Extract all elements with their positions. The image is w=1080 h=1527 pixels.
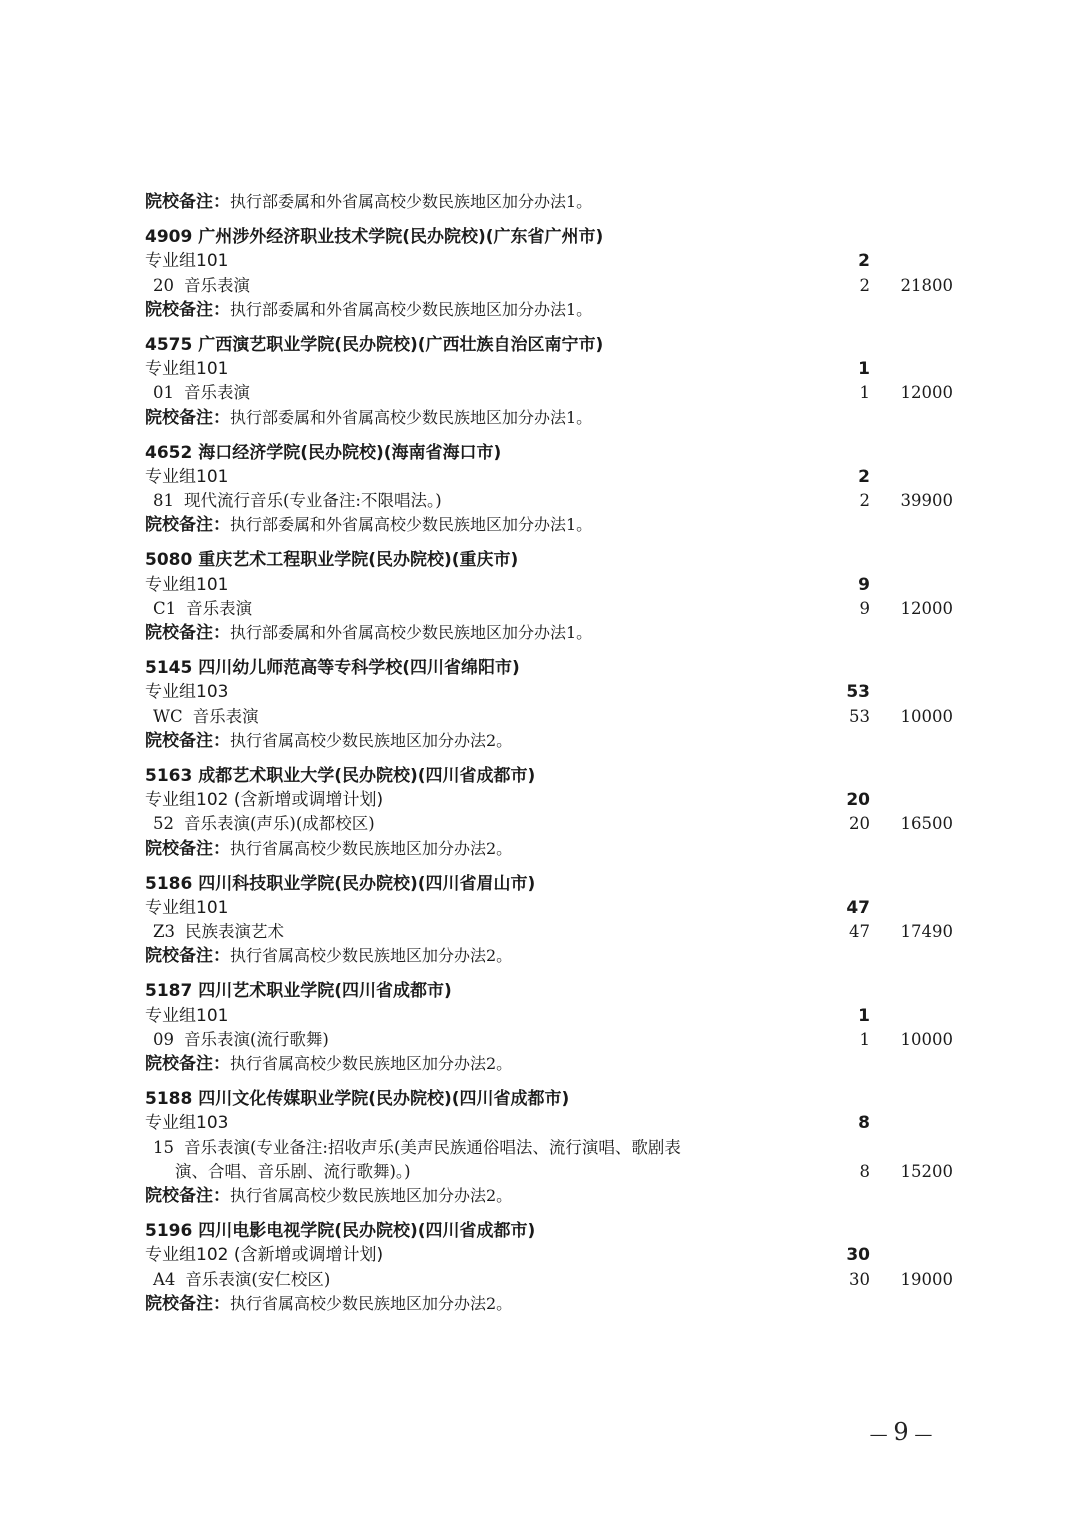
page-number: — 9 — [869, 1418, 933, 1446]
school-note [145, 1052, 975, 1076]
note-label: 院校备注： [145, 838, 230, 859]
group-label: 专业组102 (含新增或调增计划) [145, 1245, 384, 1266]
major-row-continued [145, 1160, 975, 1184]
note-text: 执行省属高校少数民族地区加分办法2。 [230, 1293, 513, 1313]
major-group-row [145, 465, 975, 489]
group-plan-count: 53 [846, 682, 870, 703]
major-tuition: 17490 [900, 922, 953, 942]
school-block [145, 548, 975, 645]
group-plan-count: 47 [846, 897, 870, 918]
major-name: 音乐表演 [186, 598, 253, 618]
major-tuition: 15200 [900, 1161, 953, 1181]
school-block [145, 1087, 975, 1208]
major-name: 民族表演艺术 [184, 922, 284, 942]
major-tuition: 16500 [900, 814, 953, 834]
school-block [145, 872, 975, 969]
note-label: 院校备注： [145, 623, 230, 643]
major-code: Z3 [153, 922, 175, 942]
note-text: 执行部委属和外省属高校少数民族地区加分办法1。 [230, 515, 593, 535]
major-plan-count: 8 [859, 1161, 870, 1181]
note-label: 院校备注： [145, 407, 230, 428]
group-label: 专业组101 [145, 466, 229, 487]
group-plan-count: 2 [858, 251, 870, 272]
major-name: 音乐表演 [184, 383, 250, 403]
group-plan-count: 1 [858, 1005, 870, 1026]
major-tuition: 21800 [900, 275, 953, 295]
page-number-value: 9 [893, 1418, 909, 1446]
major-code: 81 [153, 491, 174, 511]
group-label: 专业组101 [145, 897, 229, 918]
major-name: 音乐表演(流行歌舞) [184, 1029, 329, 1049]
major-plan-count: 20 [849, 814, 870, 834]
note-label: 院校备注： [145, 299, 230, 320]
major-tuition: 10000 [900, 1029, 953, 1049]
school-header: 5187 四川艺术职业学院(四川省成都市) [145, 981, 452, 1002]
major-tuition: 12000 [900, 383, 953, 403]
school-note [145, 837, 975, 861]
major-code: WC [153, 706, 183, 726]
major-row [145, 1268, 975, 1292]
major-group-row [145, 896, 975, 920]
school-note [145, 1184, 975, 1208]
note-label: 院校备注： [145, 192, 230, 212]
group-plan-count: 8 [858, 1113, 870, 1134]
school-header: 5145 四川幼儿师范高等专科学校(四川省绵阳市) [145, 658, 520, 679]
intro-note [145, 190, 975, 214]
major-tuition: 39900 [900, 491, 953, 511]
school-note [145, 513, 975, 537]
group-label: 专业组101 [145, 574, 229, 595]
school-note [145, 621, 975, 645]
group-label: 专业组101 [145, 1005, 229, 1026]
school-note [145, 298, 975, 322]
major-row [145, 920, 975, 944]
major-plan-count: 9 [859, 598, 870, 618]
major-group-row [145, 249, 975, 273]
major-name: 音乐表演 [192, 706, 259, 726]
note-text: 执行省属高校少数民族地区加分办法2。 [230, 730, 513, 750]
note-label: 院校备注： [145, 1293, 230, 1314]
major-tuition: 10000 [900, 706, 953, 726]
note-label: 院校备注： [145, 1185, 230, 1206]
major-group-row [145, 573, 975, 597]
major-code: 52 [153, 814, 174, 834]
major-row [145, 812, 975, 836]
note-label: 院校备注： [145, 515, 230, 536]
group-label: 专业组102 (含新增或调增计划) [145, 790, 384, 811]
group-label: 专业组103 [145, 682, 229, 703]
note-text: 执行省属高校少数民族地区加分办法2。 [230, 1185, 513, 1205]
major-group-row [145, 680, 975, 704]
major-tuition: 19000 [900, 1269, 953, 1289]
school-note [145, 406, 975, 430]
major-group-row [145, 1111, 975, 1135]
school-block [145, 1219, 975, 1316]
group-plan-count: 2 [858, 466, 870, 487]
group-label: 专业组101 [145, 251, 229, 272]
major-code: C1 [153, 598, 177, 618]
school-header: 5163 成都艺术职业大学(民办院校)(四川省成都市) [145, 765, 536, 786]
school-block [145, 441, 975, 538]
note-text: 执行部委属和外省属高校少数民族地区加分办法1。 [230, 299, 593, 319]
major-name: 现代流行音乐(专业备注:不限唱法。) [184, 491, 442, 511]
school-header: 5196 四川电影电视学院(民办院校)(四川省成都市) [145, 1221, 536, 1242]
group-plan-count: 20 [846, 790, 870, 811]
major-row [145, 1136, 975, 1160]
major-plan-count: 2 [859, 275, 870, 295]
major-group-row [145, 788, 975, 812]
group-label: 专业组101 [145, 359, 229, 380]
major-name: 音乐表演(安仁校区) [185, 1269, 331, 1289]
major-row [145, 597, 975, 621]
major-plan-count: 30 [849, 1269, 870, 1289]
school-header: 4575 广西演艺职业学院(民办院校)(广西壮族自治区南宁市) [145, 334, 604, 355]
school-header: 5186 四川科技职业学院(民办院校)(四川省眉山市) [145, 873, 536, 894]
major-row [145, 381, 975, 405]
admission-plan-list [145, 190, 975, 1316]
note-text: 执行部委属和外省属高校少数民族地区加分办法1。 [230, 192, 593, 211]
major-row [145, 1028, 975, 1052]
major-plan-count: 1 [859, 383, 870, 403]
major-name: 音乐表演(声乐)(成都校区) [184, 814, 375, 834]
school-header: 4909 广州涉外经济职业技术学院(民办院校)(广东省广州市) [145, 227, 604, 248]
major-group-row [145, 357, 975, 381]
school-header: 5080 重庆艺术工程职业学院(民办院校)(重庆市) [145, 550, 519, 571]
major-plan-count: 2 [859, 491, 870, 511]
note-text: 执行省属高校少数民族地区加分办法2。 [230, 1054, 513, 1073]
major-code: 01 [153, 383, 174, 403]
school-block [145, 764, 975, 861]
major-group-row [145, 1243, 975, 1267]
major-plan-count: 1 [859, 1029, 870, 1049]
school-block [145, 979, 975, 1076]
major-tuition: 12000 [900, 598, 953, 618]
school-note [145, 729, 975, 753]
major-name: 音乐表演 [184, 275, 250, 295]
major-code: 20 [153, 275, 174, 295]
note-text: 执行部委属和外省属高校少数民族地区加分办法1。 [230, 407, 593, 427]
school-header: 4652 海口经济学院(民办院校)(海南省海口市) [145, 442, 502, 463]
group-plan-count: 1 [858, 359, 870, 380]
major-name: 音乐表演(专业备注:招收声乐(美声民族通俗唱法、流行演唱、歌剧表 [184, 1137, 681, 1157]
note-text: 执行省属高校少数民族地区加分办法2。 [230, 838, 513, 858]
major-row [145, 705, 975, 729]
note-text: 执行省属高校少数民族地区加分办法2。 [230, 946, 513, 966]
note-text: 执行部委属和外省属高校少数民族地区加分办法1。 [230, 623, 593, 642]
group-label: 专业组103 [145, 1113, 229, 1134]
school-note [145, 1292, 975, 1316]
note-label: 院校备注： [145, 730, 230, 751]
major-code: A4 [153, 1269, 176, 1289]
school-block [145, 225, 975, 322]
major-code: 15 [153, 1137, 174, 1157]
group-plan-count: 9 [858, 574, 870, 595]
major-plan-count: 53 [849, 706, 870, 726]
school-block [145, 656, 975, 753]
note-label: 院校备注： [145, 1054, 230, 1074]
major-code: 09 [153, 1029, 174, 1049]
major-name-continued: 演、合唱、音乐剧、流行歌舞)。) [175, 1161, 411, 1181]
school-note [145, 944, 975, 968]
school-header: 5188 四川文化传媒职业学院(民办院校)(四川省成都市) [145, 1089, 570, 1110]
note-label: 院校备注： [145, 946, 230, 967]
school-block [145, 333, 975, 430]
group-plan-count: 30 [846, 1245, 870, 1266]
major-row [145, 274, 975, 298]
major-row [145, 489, 975, 513]
major-group-row [145, 1004, 975, 1028]
major-plan-count: 47 [849, 922, 870, 942]
